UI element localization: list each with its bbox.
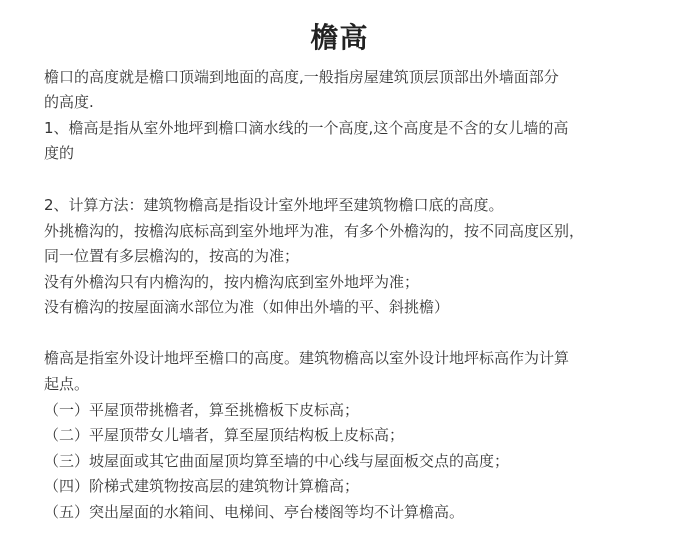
definition-line-2: 的高度.: [44, 93, 94, 111]
rule-item-5: （五）突出屋面的水箱间、电梯间、亭台楼阁等均不计算檐高。: [44, 503, 465, 521]
rule-item-2: （二）平屋顶带女儿墙者，算至屋顶结构板上皮标高；: [44, 426, 405, 444]
definition-line-1: 檐口的高度就是檐口顶端到地面的高度,一般指房屋建筑顶层顶部出外墙面部分: [44, 68, 559, 86]
point-2-line-4: 没有檐沟的按屋面滴水部位为准（如伸出外墙的平、斜挑檐）: [44, 298, 450, 316]
summary-line-2: 起点。: [44, 375, 90, 393]
point-2-line-3: 没有外檐沟只有内檐沟的，按内檐沟底到室外地坪为准；: [44, 273, 420, 291]
point-2-line-2: 同一位置有多层檐沟的，按高的为准；: [44, 247, 300, 265]
summary-line-1: 檐高是指室外设计地坪至檐口的高度。建筑物檐高以室外设计地坪标高作为计算: [44, 349, 570, 367]
point-2-line-1: 外挑檐沟的，按檐沟底标高到室外地坪为准，有多个外檐沟的，按不同高度区别，: [44, 222, 585, 240]
rule-item-4: （四）阶梯式建筑物按高层的建筑物计算檐高；: [44, 477, 360, 495]
point-1-line-2: 度的: [44, 144, 75, 162]
point-2-heading: 2、计算方法：建筑物檐高是指设计室外地坪至建筑物檐口底的高度。: [44, 196, 504, 214]
point-1-line-1: 1、檐高是指从室外地坪到檐口滴水线的一个高度,这个高度是不含的女儿墙的高: [44, 119, 569, 137]
page-title: 檐高: [310, 21, 369, 54]
rule-item-3: （三）坡屋面或其它曲面屋顶均算至墙的中心线与屋面板交点的高度；: [44, 452, 510, 470]
rule-item-1: （一）平屋顶带挑檐者，算至挑檐板下皮标高；: [44, 401, 360, 419]
